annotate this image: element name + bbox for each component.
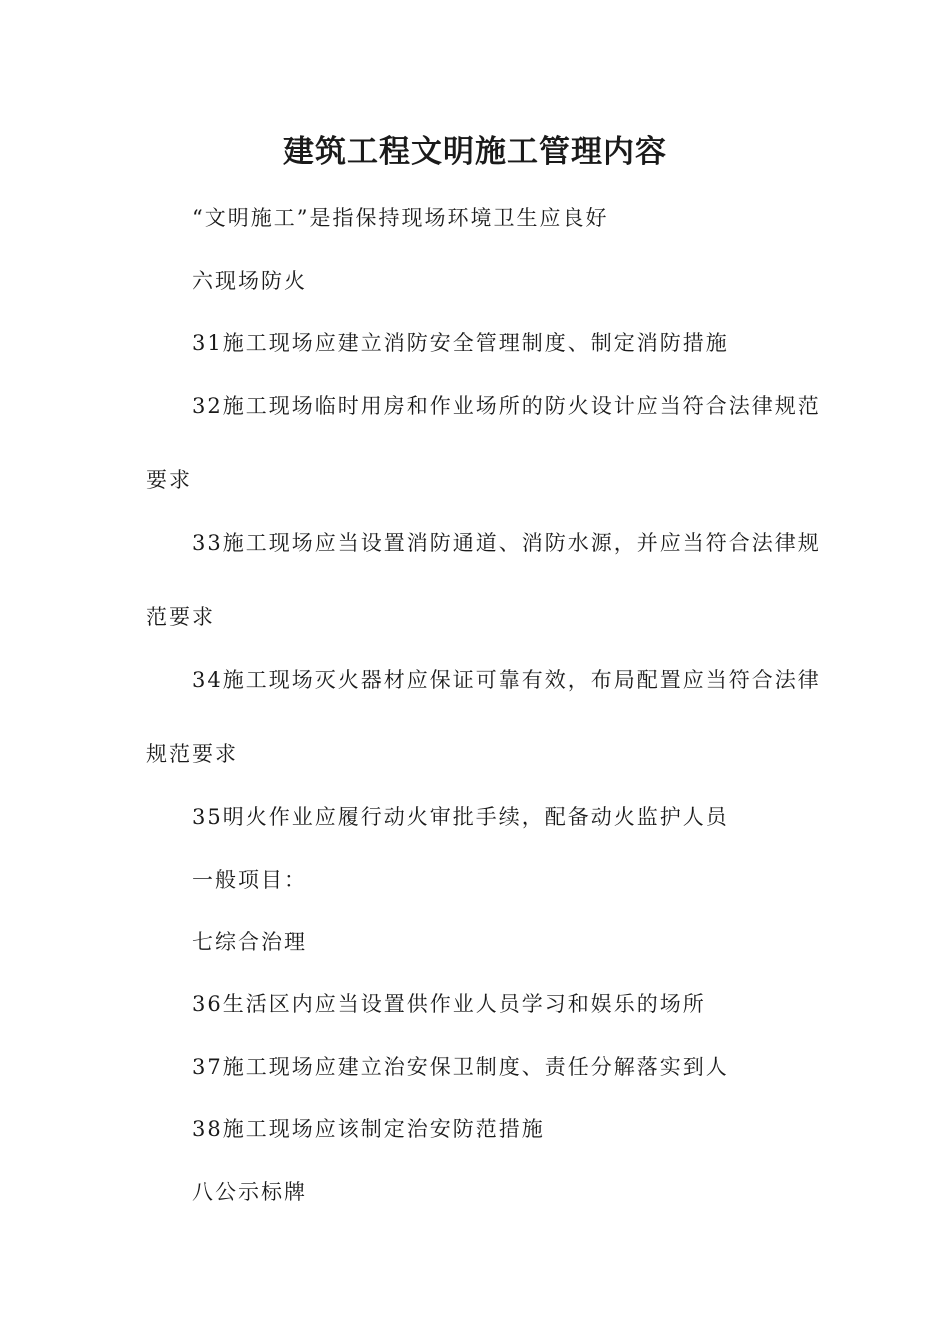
item-32-line1: 32施工现场临时用房和作业场所的防火设计应当符合法律规范 <box>192 394 821 418</box>
item-32-line2: 要求 <box>146 468 192 492</box>
item-36: 36生活区内应当设置供作业人员学习和娱乐的场所 <box>192 992 706 1016</box>
item-33-line2: 范要求 <box>146 605 215 629</box>
section-heading-public-signage: 八公示标牌 <box>192 1180 307 1204</box>
section-heading-fire-prevention: 六现场防火 <box>192 269 307 293</box>
item-31: 31施工现场应建立消防安全管理制度、制定消防措施 <box>192 331 729 355</box>
section-heading-general-items: 一般项目： <box>192 868 307 892</box>
item-35: 35明火作业应履行动火审批手续，配备动火监护人员 <box>192 805 729 829</box>
item-37: 37施工现场应建立治安保卫制度、责任分解落实到人 <box>192 1055 729 1079</box>
paragraph-intro: “文明施工”是指保持现场环境卫生应良好 <box>192 206 609 230</box>
item-33-line1: 33施工现场应当设置消防通道、消防水源，并应当符合法律规 <box>192 531 821 555</box>
section-heading-comprehensive-management: 七综合治理 <box>192 930 307 954</box>
item-34-line2: 规范要求 <box>146 742 238 766</box>
item-38: 38施工现场应该制定治安防范措施 <box>192 1117 545 1141</box>
item-34-line1: 34施工现场灭火器材应保证可靠有效，布局配置应当符合法律 <box>192 668 821 692</box>
document-title: 建筑工程文明施工管理内容 <box>283 134 667 170</box>
